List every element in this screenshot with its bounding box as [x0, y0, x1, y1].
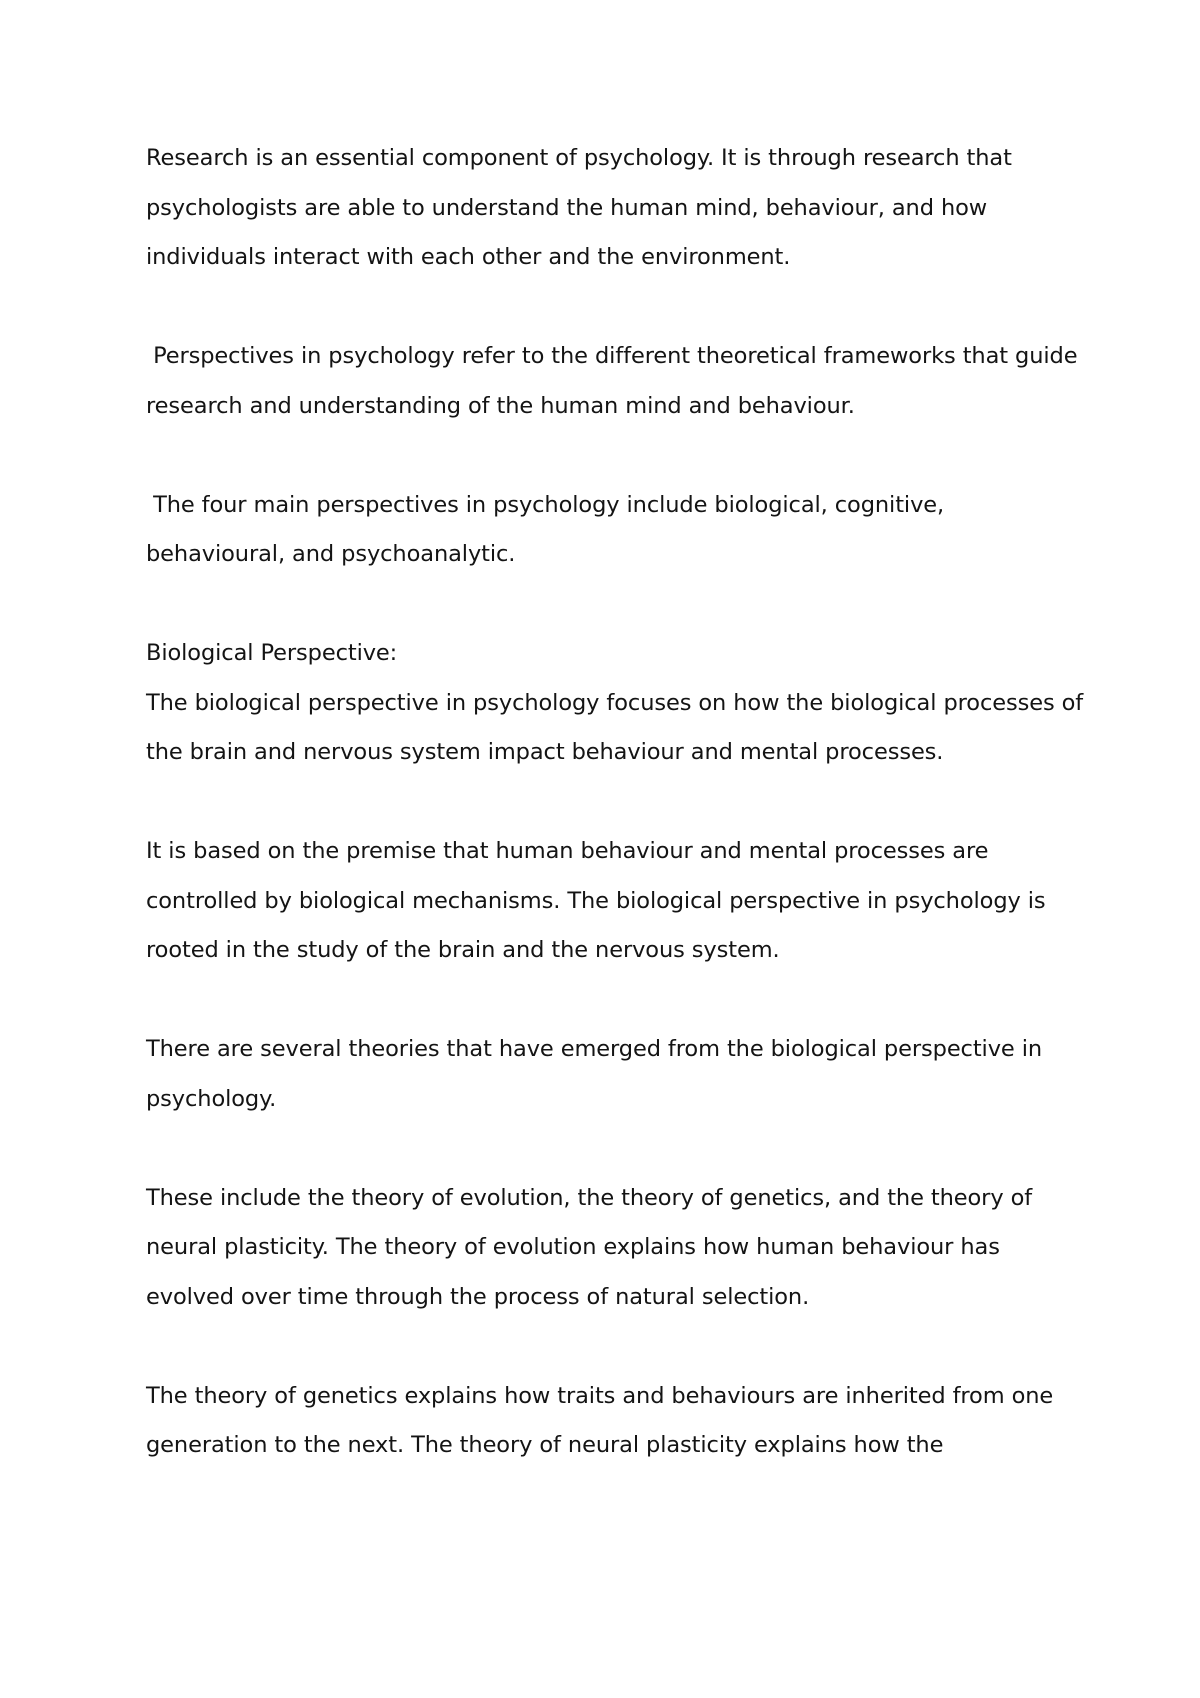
section-heading-biological: Biological Perspective: — [146, 640, 398, 666]
paragraph-biological-focus: The biological perspective in psychology focuses on how the biological processes of the brain and nervous system impact behaviour and mental processes. — [146, 689, 1091, 765]
paragraph-theories-emerged: There are several theories that have emerged from the biological perspective in psychology. — [146, 1036, 1050, 1112]
paragraph-research-intro: Research is an essential component of psychology. It is through research that psychologists are able to understand the human mind, behaviour, and how individuals interact with each other and the environment. — [146, 145, 1019, 270]
paragraph-theories-list: These include the theory of evolution, the theory of genetics, and the theory of neural plasticity. The theory of evolution explains how human behaviour has evolved over time through the process of natural selection. — [146, 1184, 1040, 1310]
paragraph-biological-premise: It is based on the premise that human behaviour and mental processes are controlled by biological mechanisms. The biological perspective in psychology is rooted in the study of the brain and the nervous system. — [146, 838, 1053, 963]
document-body — [146, 134, 1091, 1520]
paragraph-four-perspectives: The four main perspectives in psychology include biological, cognitive, behavioural, and psychoanalytic. — [146, 491, 952, 567]
paragraph-perspectives-definition: Perspectives in psychology refer to the different theoretical frameworks that guide research and understanding of the human mind and behaviour. — [146, 343, 1085, 419]
paragraph-genetics-plasticity: The theory of genetics explains how traits and behaviours are inherited from one generation to the next. The theory of neural plasticity explains how the — [146, 1382, 1061, 1458]
